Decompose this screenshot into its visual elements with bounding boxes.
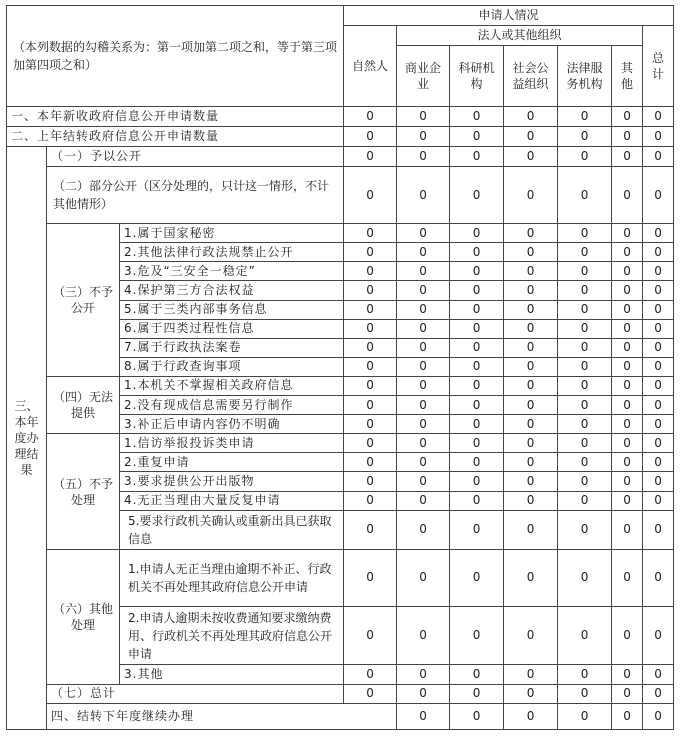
value-cell: 0 <box>612 262 643 281</box>
value-cell: 0 <box>450 106 504 126</box>
value-cell: 0 <box>450 319 504 338</box>
value-cell: 0 <box>643 357 674 376</box>
value-cell: 0 <box>344 472 397 491</box>
value-cell: 0 <box>643 665 674 684</box>
value-cell: 0 <box>397 510 450 549</box>
value-cell: 0 <box>558 453 612 472</box>
value-cell: 0 <box>397 224 450 243</box>
value-cell: 0 <box>504 434 558 453</box>
value-cell: 0 <box>450 126 504 146</box>
header-social: 社会公益组织 <box>504 46 558 106</box>
item-label: 6.属于四类过程性信息 <box>120 319 344 338</box>
relationship-note: （本列数据的勾稽关系为：第一项加第二项之和，等于第三项加第四项之和） <box>7 6 344 107</box>
value-cell: 0 <box>344 243 397 262</box>
value-cell: 0 <box>450 146 504 166</box>
value-cell: 0 <box>643 607 674 665</box>
group-label: （五）不予处理 <box>47 434 120 550</box>
value-cell: 0 <box>558 243 612 262</box>
value-cell: 0 <box>643 319 674 338</box>
value-cell: 0 <box>450 703 504 729</box>
value-cell: 0 <box>504 415 558 434</box>
header-total: 总计 <box>643 26 674 106</box>
group-label: （四）无法提供 <box>47 376 120 433</box>
value-cell: 0 <box>504 396 558 415</box>
value-cell: 0 <box>344 665 397 684</box>
value-cell: 0 <box>558 300 612 319</box>
value-cell: 0 <box>643 434 674 453</box>
value-cell: 0 <box>397 281 450 300</box>
value-cell: 0 <box>612 243 643 262</box>
value-cell: 0 <box>397 607 450 665</box>
item-label: 4.无正当理由大量反复申请 <box>120 491 344 510</box>
value-cell: 0 <box>558 146 612 166</box>
item-label: 8.属于行政查询事项 <box>120 357 344 376</box>
value-cell: 0 <box>643 146 674 166</box>
value-cell: 0 <box>397 166 450 223</box>
value-cell: 0 <box>504 319 558 338</box>
header-other: 其他 <box>612 46 643 106</box>
value-cell: 0 <box>643 281 674 300</box>
value-cell: 0 <box>344 319 397 338</box>
value-cell: 0 <box>450 665 504 684</box>
value-cell: 0 <box>504 510 558 549</box>
value-cell: 0 <box>504 126 558 146</box>
value-cell: 0 <box>612 607 643 665</box>
value-cell: 0 <box>344 300 397 319</box>
value-cell: 0 <box>643 243 674 262</box>
item-label: 5.要求行政机关确认或重新出具已获取信息 <box>120 510 344 549</box>
value-cell: 0 <box>558 338 612 357</box>
value-cell: 0 <box>504 684 558 703</box>
value-cell: 0 <box>612 319 643 338</box>
value-cell: 0 <box>612 376 643 395</box>
item-label: 3.补正后申请内容仍不明确 <box>120 415 344 434</box>
value-cell: 0 <box>450 434 504 453</box>
value-cell: 0 <box>643 491 674 510</box>
value-cell: 0 <box>558 126 612 146</box>
value-cell: 0 <box>558 281 612 300</box>
value-cell: 0 <box>643 684 674 703</box>
value-cell: 0 <box>643 166 674 223</box>
item-label: 1.本机关不掌握相关政府信息 <box>120 376 344 395</box>
value-cell: 0 <box>504 338 558 357</box>
value-cell: 0 <box>504 703 558 729</box>
value-cell: 0 <box>344 684 397 703</box>
table-row <box>7 224 674 243</box>
value-cell: 0 <box>450 262 504 281</box>
item-label: 7.属于行政执法案卷 <box>120 338 344 357</box>
value-cell: 0 <box>450 376 504 395</box>
value-cell: 0 <box>344 396 397 415</box>
value-cell: 0 <box>612 126 643 146</box>
table-row <box>7 703 674 729</box>
group-label: （三）不予公开 <box>47 224 120 377</box>
value-cell: 0 <box>344 357 397 376</box>
value-cell: 0 <box>558 703 612 729</box>
value-cell: 0 <box>643 126 674 146</box>
item-label: 1.属于国家秘密 <box>120 224 344 243</box>
item-label: 2.其他法律行政法规禁止公开 <box>120 243 344 262</box>
value-cell: 0 <box>558 376 612 395</box>
value-cell: 0 <box>612 357 643 376</box>
value-cell: 0 <box>344 453 397 472</box>
value-cell: 0 <box>612 703 643 729</box>
value-cell: 0 <box>504 243 558 262</box>
value-cell: 0 <box>397 126 450 146</box>
value-cell: 0 <box>344 224 397 243</box>
value-cell: 0 <box>344 338 397 357</box>
value-cell: 0 <box>344 281 397 300</box>
value-cell: 0 <box>450 243 504 262</box>
value-cell: 0 <box>558 166 612 223</box>
value-cell: 0 <box>643 224 674 243</box>
value-cell: 0 <box>397 319 450 338</box>
value-cell: 0 <box>612 472 643 491</box>
value-cell: 0 <box>450 472 504 491</box>
row-label: 一、本年新收政府信息公开申请数量 <box>7 106 344 126</box>
value-cell: 0 <box>397 415 450 434</box>
value-cell: 0 <box>397 357 450 376</box>
value-cell: 0 <box>450 224 504 243</box>
table-row <box>7 106 674 126</box>
value-cell: 0 <box>612 510 643 549</box>
item-label: 2.申请人逾期未按收费通知要求缴纳费用、行政机关不再处理其政府信息公开申请 <box>120 607 344 665</box>
value-cell: 0 <box>612 166 643 223</box>
value-cell: 0 <box>397 396 450 415</box>
value-cell: 0 <box>397 453 450 472</box>
value-cell: 0 <box>344 549 397 606</box>
value-cell: 0 <box>344 146 397 166</box>
value-cell: 0 <box>397 146 450 166</box>
item-label: 1.申请人无正当理由逾期不补正、行政机关不再处理其政府信息公开申请 <box>120 549 344 606</box>
value-cell: 0 <box>643 300 674 319</box>
value-cell: 0 <box>397 703 450 729</box>
table-row <box>7 684 674 703</box>
value-cell: 0 <box>344 166 397 223</box>
header-natural-person: 自然人 <box>344 26 397 106</box>
value-cell: 0 <box>344 491 397 510</box>
value-cell: 0 <box>450 684 504 703</box>
value-cell: 0 <box>558 319 612 338</box>
value-cell: 0 <box>612 338 643 357</box>
value-cell: 0 <box>558 491 612 510</box>
value-cell: 0 <box>397 300 450 319</box>
value-cell: 0 <box>612 396 643 415</box>
value-cell: 0 <box>558 665 612 684</box>
value-cell: 0 <box>504 166 558 223</box>
value-cell: 0 <box>612 106 643 126</box>
value-cell: 0 <box>558 224 612 243</box>
value-cell: 0 <box>450 549 504 606</box>
value-cell: 0 <box>612 146 643 166</box>
value-cell: 0 <box>450 166 504 223</box>
row-label: 二、上年结转政府信息公开申请数量 <box>7 126 344 146</box>
value-cell: 0 <box>643 376 674 395</box>
group-label: （六）其他处理 <box>47 549 120 684</box>
value-cell: 0 <box>558 684 612 703</box>
header-research: 科研机构 <box>450 46 504 106</box>
value-cell: 0 <box>643 472 674 491</box>
value-cell: 0 <box>558 607 612 665</box>
value-cell: 0 <box>504 357 558 376</box>
value-cell: 0 <box>504 376 558 395</box>
value-cell: 0 <box>558 472 612 491</box>
value-cell: 0 <box>643 396 674 415</box>
value-cell: 0 <box>344 262 397 281</box>
item-label: 1.信访举报投诉类申请 <box>120 434 344 453</box>
value-cell: 0 <box>397 262 450 281</box>
value-cell: 0 <box>558 357 612 376</box>
table-row <box>7 376 674 395</box>
value-cell: 0 <box>397 376 450 395</box>
header-legal-group: 法人或其他组织 <box>397 26 643 46</box>
value-cell: 0 <box>558 262 612 281</box>
value-cell: 0 <box>504 607 558 665</box>
value-cell: 0 <box>344 126 397 146</box>
value-cell: 0 <box>504 491 558 510</box>
value-cell: 0 <box>612 434 643 453</box>
value-cell: 0 <box>612 224 643 243</box>
value-cell: 0 <box>397 106 450 126</box>
value-cell: 0 <box>558 415 612 434</box>
value-cell: 0 <box>397 491 450 510</box>
value-cell: 0 <box>397 549 450 606</box>
value-cell: 0 <box>504 262 558 281</box>
value-cell: 0 <box>612 281 643 300</box>
value-cell: 0 <box>450 338 504 357</box>
value-cell: 0 <box>643 106 674 126</box>
value-cell: 0 <box>643 510 674 549</box>
value-cell: 0 <box>504 665 558 684</box>
value-cell: 0 <box>504 300 558 319</box>
value-cell: 0 <box>558 106 612 126</box>
value-cell: 0 <box>450 281 504 300</box>
value-cell: 0 <box>397 243 450 262</box>
group-label: （二）部分公开（区分处理的，只计这一情形，不计其他情形） <box>47 166 344 223</box>
value-cell: 0 <box>450 491 504 510</box>
value-cell: 0 <box>612 549 643 606</box>
value-cell: 0 <box>504 106 558 126</box>
value-cell: 0 <box>558 549 612 606</box>
value-cell: 0 <box>612 300 643 319</box>
item-label: 2.没有现成信息需要另行制作 <box>120 396 344 415</box>
value-cell: 0 <box>504 472 558 491</box>
value-cell: 0 <box>504 281 558 300</box>
value-cell: 0 <box>643 262 674 281</box>
item-label: 3.要求提供公开出版物 <box>120 472 344 491</box>
value-cell: 0 <box>612 415 643 434</box>
value-cell: 0 <box>344 106 397 126</box>
government-info-disclosure-table <box>6 5 674 730</box>
value-cell: 0 <box>643 415 674 434</box>
value-cell: 0 <box>397 684 450 703</box>
value-cell: 0 <box>612 491 643 510</box>
value-cell: 0 <box>344 415 397 434</box>
header-commercial: 商业企业 <box>397 46 450 106</box>
value-cell: 0 <box>558 434 612 453</box>
value-cell: 0 <box>504 453 558 472</box>
table-row <box>7 166 674 223</box>
value-cell: 0 <box>504 146 558 166</box>
value-cell: 0 <box>450 607 504 665</box>
value-cell: 0 <box>450 357 504 376</box>
value-cell: 0 <box>344 607 397 665</box>
table-row <box>7 434 674 453</box>
item-label: 3.其他 <box>120 665 344 684</box>
value-cell: 0 <box>397 338 450 357</box>
value-cell: 0 <box>558 510 612 549</box>
value-cell: 0 <box>450 453 504 472</box>
value-cell: 0 <box>558 396 612 415</box>
value-cell: 0 <box>397 665 450 684</box>
value-cell: 0 <box>612 453 643 472</box>
value-cell: 0 <box>450 415 504 434</box>
header-applicant: 申请人情况 <box>344 6 674 26</box>
item-label: 4.保护第三方合法权益 <box>120 281 344 300</box>
value-cell: 0 <box>643 338 674 357</box>
group-label: （七）总计 <box>47 684 344 703</box>
value-cell: 0 <box>504 549 558 606</box>
item-label: 5.属于三类内部事务信息 <box>120 300 344 319</box>
value-cell: 0 <box>643 453 674 472</box>
group-label: （一）予以公开 <box>47 146 344 166</box>
item-label: 3.危及“三安全一稳定” <box>120 262 344 281</box>
header-legal-service: 法律服务机构 <box>558 46 612 106</box>
value-cell: 0 <box>643 703 674 729</box>
value-cell: 0 <box>643 549 674 606</box>
value-cell: 0 <box>397 434 450 453</box>
table-row <box>7 126 674 146</box>
value-cell: 0 <box>344 434 397 453</box>
value-cell: 0 <box>344 510 397 549</box>
table-row <box>7 146 674 166</box>
value-cell: 0 <box>612 684 643 703</box>
value-cell: 0 <box>450 300 504 319</box>
value-cell: 0 <box>450 510 504 549</box>
value-cell: 0 <box>344 376 397 395</box>
value-cell: 0 <box>504 224 558 243</box>
section-three-label: 三、本年度办理结果 <box>7 146 47 729</box>
table-row <box>7 549 674 606</box>
row-label: 四、结转下年度继续办理 <box>47 703 397 729</box>
value-cell: 0 <box>397 472 450 491</box>
item-label: 2.重复申请 <box>120 453 344 472</box>
value-cell: 0 <box>612 665 643 684</box>
value-cell: 0 <box>450 396 504 415</box>
